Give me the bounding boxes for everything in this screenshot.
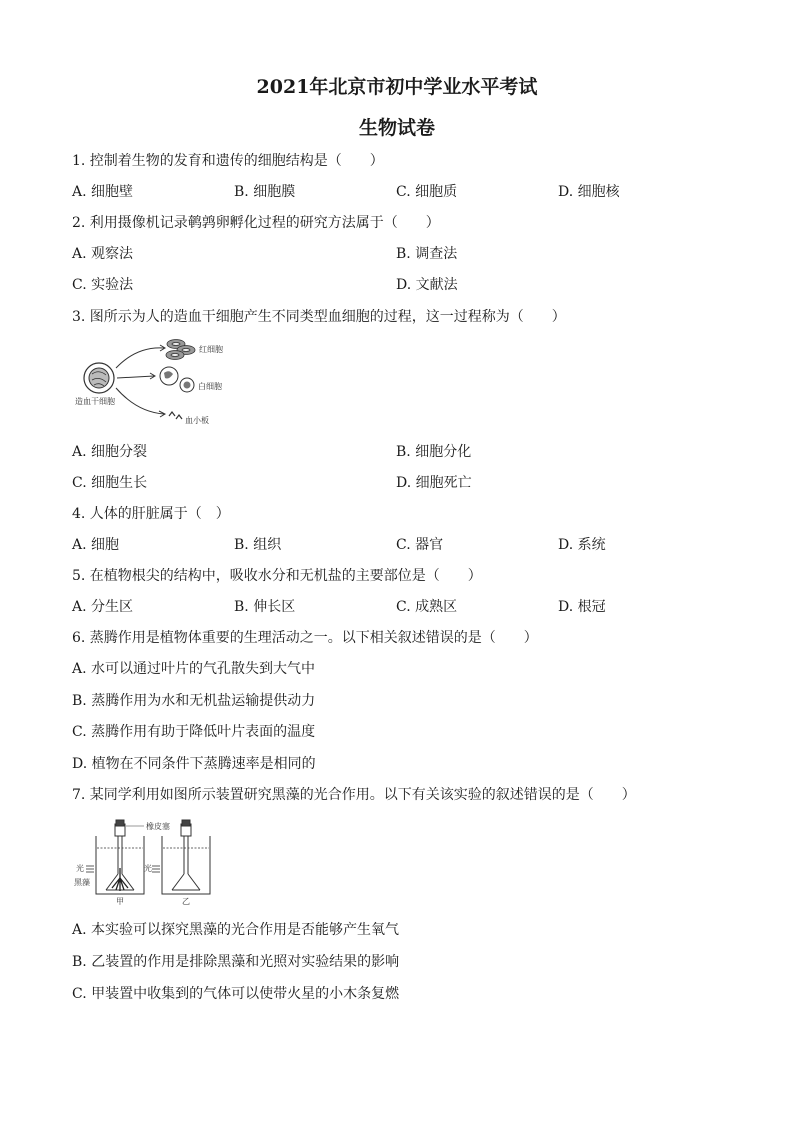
q5-option-c: C. 成熟区 bbox=[396, 599, 458, 615]
q5-option-b: B. 伸长区 bbox=[234, 599, 296, 615]
q3-stem: 3. 图所示为人的造血干细胞产生不同类型血细胞的过程，这一过程称为（ ） bbox=[72, 309, 566, 325]
light-label-jia: 光 bbox=[76, 864, 84, 873]
q4-option-a: A. 细胞 bbox=[72, 537, 120, 553]
q6-option-c: C. 蒸腾作用有助于降低叶片表面的温度 bbox=[72, 724, 316, 740]
q5-stem: 5. 在植物根尖的结构中，吸收水分和无机盐的主要部位是（ ） bbox=[72, 568, 482, 584]
q6-option-a: A. 水可以通过叶片的气孔散失到大气中 bbox=[72, 661, 316, 677]
light-label-yi: 光 bbox=[144, 864, 152, 873]
q2-option-c: C. 实验法 bbox=[72, 277, 134, 293]
q1-option-d: D. 细胞核 bbox=[558, 184, 620, 200]
q4-stem: 4. 人体的肝脏属于（ ） bbox=[72, 506, 230, 522]
q7-stem: 7. 某同学利用如图所示装置研究黑藻的光合作用。以下有关该实验的叙述错误的是（ ） bbox=[72, 787, 636, 803]
jia-label: 甲 bbox=[116, 897, 124, 906]
q3-option-c: C. 细胞生长 bbox=[72, 475, 148, 491]
differentiation-arrows bbox=[116, 345, 165, 417]
stem-cell-label: 造血干细胞 bbox=[75, 397, 115, 406]
q3-option-b: B. 细胞分化 bbox=[396, 444, 472, 460]
q2-option-b: B. 调查法 bbox=[396, 246, 458, 262]
q2-option-a: A. 观察法 bbox=[72, 246, 134, 262]
q1-option-a: A. 细胞壁 bbox=[72, 184, 134, 200]
red-blood-cell-icon bbox=[166, 340, 195, 360]
q1-option-c: C. 细胞质 bbox=[396, 184, 458, 200]
q5-option-a: A. 分生区 bbox=[72, 599, 134, 615]
q4-option-b: B. 组织 bbox=[234, 537, 282, 553]
q2-option-d: D. 文献法 bbox=[396, 277, 458, 293]
q6-stem: 6. 蒸腾作用是植物体重要的生理活动之一。以下相关叙述错误的是（ ） bbox=[72, 630, 538, 646]
stem-cell-icon bbox=[84, 363, 114, 393]
page-title: 2021年北京市初中学业水平考试 bbox=[256, 76, 538, 98]
rbc-label: 红细胞 bbox=[199, 345, 223, 354]
platelet-label: 血小板 bbox=[185, 416, 209, 425]
page-subtitle: 生物试卷 bbox=[358, 117, 435, 139]
q3-option-a: A. 细胞分裂 bbox=[72, 444, 148, 460]
q4-option-c: C. 器官 bbox=[396, 537, 444, 553]
q1-option-b: B. 细胞膜 bbox=[234, 184, 296, 200]
beaker-yi bbox=[162, 820, 210, 894]
white-blood-cell-icon bbox=[160, 367, 194, 392]
algae-label: 黑藻 bbox=[74, 878, 90, 887]
q7-option-b: B. 乙装置的作用是排除黑藻和光照对实验结果的影响 bbox=[72, 954, 400, 970]
q7-option-c: C. 甲装置中收集到的气体可以使带火星的小木条复燃 bbox=[72, 986, 400, 1002]
q2-stem: 2. 利用摄像机记录鹌鹑卵孵化过程的研究方法属于（ ） bbox=[72, 215, 440, 231]
q6-option-b: B. 蒸腾作用为水和无机盐运输提供动力 bbox=[72, 693, 316, 709]
stopper-label: 橡皮塞 bbox=[146, 822, 170, 831]
q3-blood-cell-diagram bbox=[72, 336, 242, 428]
q7-option-a: A. 本实验可以探究黑藻的光合作用是否能够产生氧气 bbox=[72, 922, 400, 938]
q3-option-d: D. 细胞死亡 bbox=[396, 475, 472, 491]
yi-label: 乙 bbox=[182, 897, 190, 906]
platelet-icon bbox=[169, 412, 182, 419]
q4-option-d: D. 系统 bbox=[558, 537, 606, 553]
wbc-label: 白细胞 bbox=[198, 382, 222, 391]
q7-apparatus-diagram bbox=[74, 818, 224, 906]
q1-stem: 1. 控制着生物的发育和遗传的细胞结构是（ ） bbox=[72, 153, 384, 169]
q6-option-d: D. 植物在不同条件下蒸腾速率是相同的 bbox=[72, 756, 316, 772]
q5-option-d: D. 根冠 bbox=[558, 599, 606, 615]
